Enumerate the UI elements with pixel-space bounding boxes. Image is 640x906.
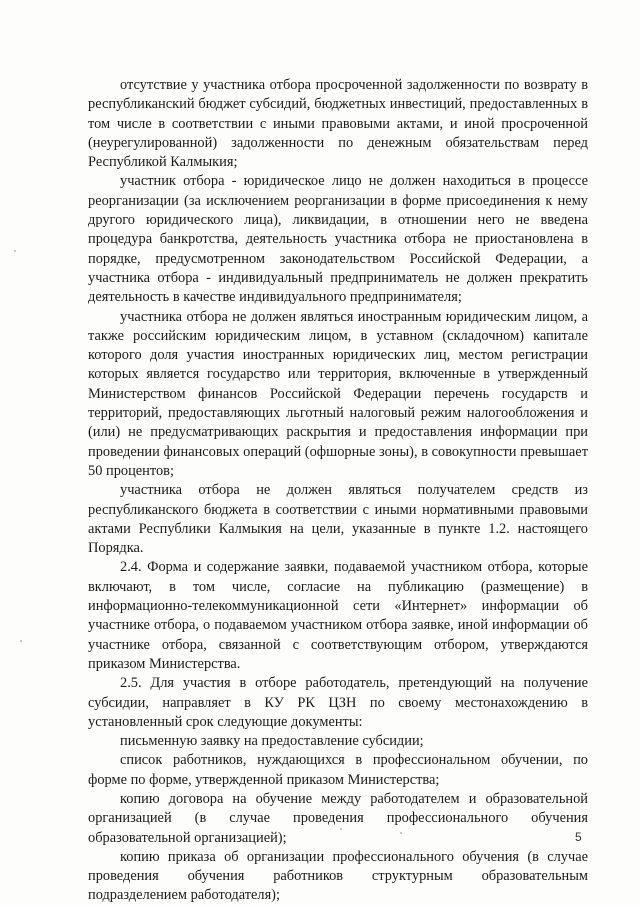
scan-speck — [400, 832, 402, 834]
paragraph-debt-requirement: отсутствие у участника отбора просроченной задолженности по возврату в республиканский бюджет субсидий, бюджетных инвестиций, предоставленных в том числе в соответствии с иными правовыми актами, и иной просроченной (неурегулированной) задолженности по денежным обязательствам перед Республикой Калмыкия; — [88, 77, 588, 171]
paragraph-employee-list: список работников, нуждающихся в профессиональном обучении, по форме по форме, утвержденной приказом Министерства; — [88, 752, 588, 788]
scan-speck — [340, 828, 342, 830]
paragraph-application: письменную заявку на предоставление субсидии; — [120, 733, 424, 750]
paragraph-training-order: копию приказа об организации профессионального обучения (в случае проведения обучения работников структурным образовательным подразделением работодателя); — [88, 848, 588, 904]
paragraph-foreign-entity: участника отбора не должен являться иностранным юридическим лицом, а также российским юридическим лицом, в уставном (складочном) капитале которого доля участия иностранных юридических лиц, местом регистрации которых является государство или территория, включенные в утвержденный Министерством финансов Российской Федерации перечень государств и территорий, предоставляющих льготный налоговый режим налогообложения и (или) не предусматривающих раскрытия и предоставления информации при проведении финансовых операций (офшорные зоны), в совокупности превышает 50 процентов; — [88, 308, 588, 479]
paragraph-training-contract: копию договора на обучение между работодателем и образовательной организацией (в случае проведения профессионального обучения образовательной организацией); — [88, 790, 588, 846]
paragraph-2-5: 2.5. Для участия в отборе работодатель, претендующий на получение субсидии, направляет в КУ РК ЦЗН по своему местонахождению в установленный срок следующие документы: — [88, 675, 588, 730]
paragraph-budget-recipient: участника отбора не должен являться получателем средств из республиканского бюджета в соответствии с иными нормативными правовыми актами Республики Калмыкия на цели, указанные в пункте 1.2. настоящего Порядка. — [88, 482, 588, 557]
paragraph-2-4: 2.4. Форма и содержание заявки, подаваемой участником отбора, которые включают, в том числе, согласие на публикацию (размещение) в информационно-телекоммуникационной сети «Интернет» информации об участнике отбора, о подаваемом участником отбора заявке, иной информации об участнике отбора, связанной с соответствующим отбором, утверждаются приказом Министерства. — [88, 559, 588, 672]
body-text — [88, 76, 588, 906]
scan-speck — [14, 250, 16, 252]
scan-speck — [20, 640, 22, 642]
page-number: 5 — [575, 830, 582, 844]
paragraph-legal-entity-status: участник отбора - юридическое лицо не должен находиться в процессе реорганизации (за исключением реорганизации в форме присоединения к нему другого юридического лица), ликвидации, в отношении него не введена процедура банкротства, деятельность участника отбора не приостановлена в порядке, предусмотренном законодательством Российской Федерации, а участника отбора - индивидуальный предприниматель не должен прекратить деятельность в качестве индивидуального предпринимателя; — [88, 173, 588, 306]
